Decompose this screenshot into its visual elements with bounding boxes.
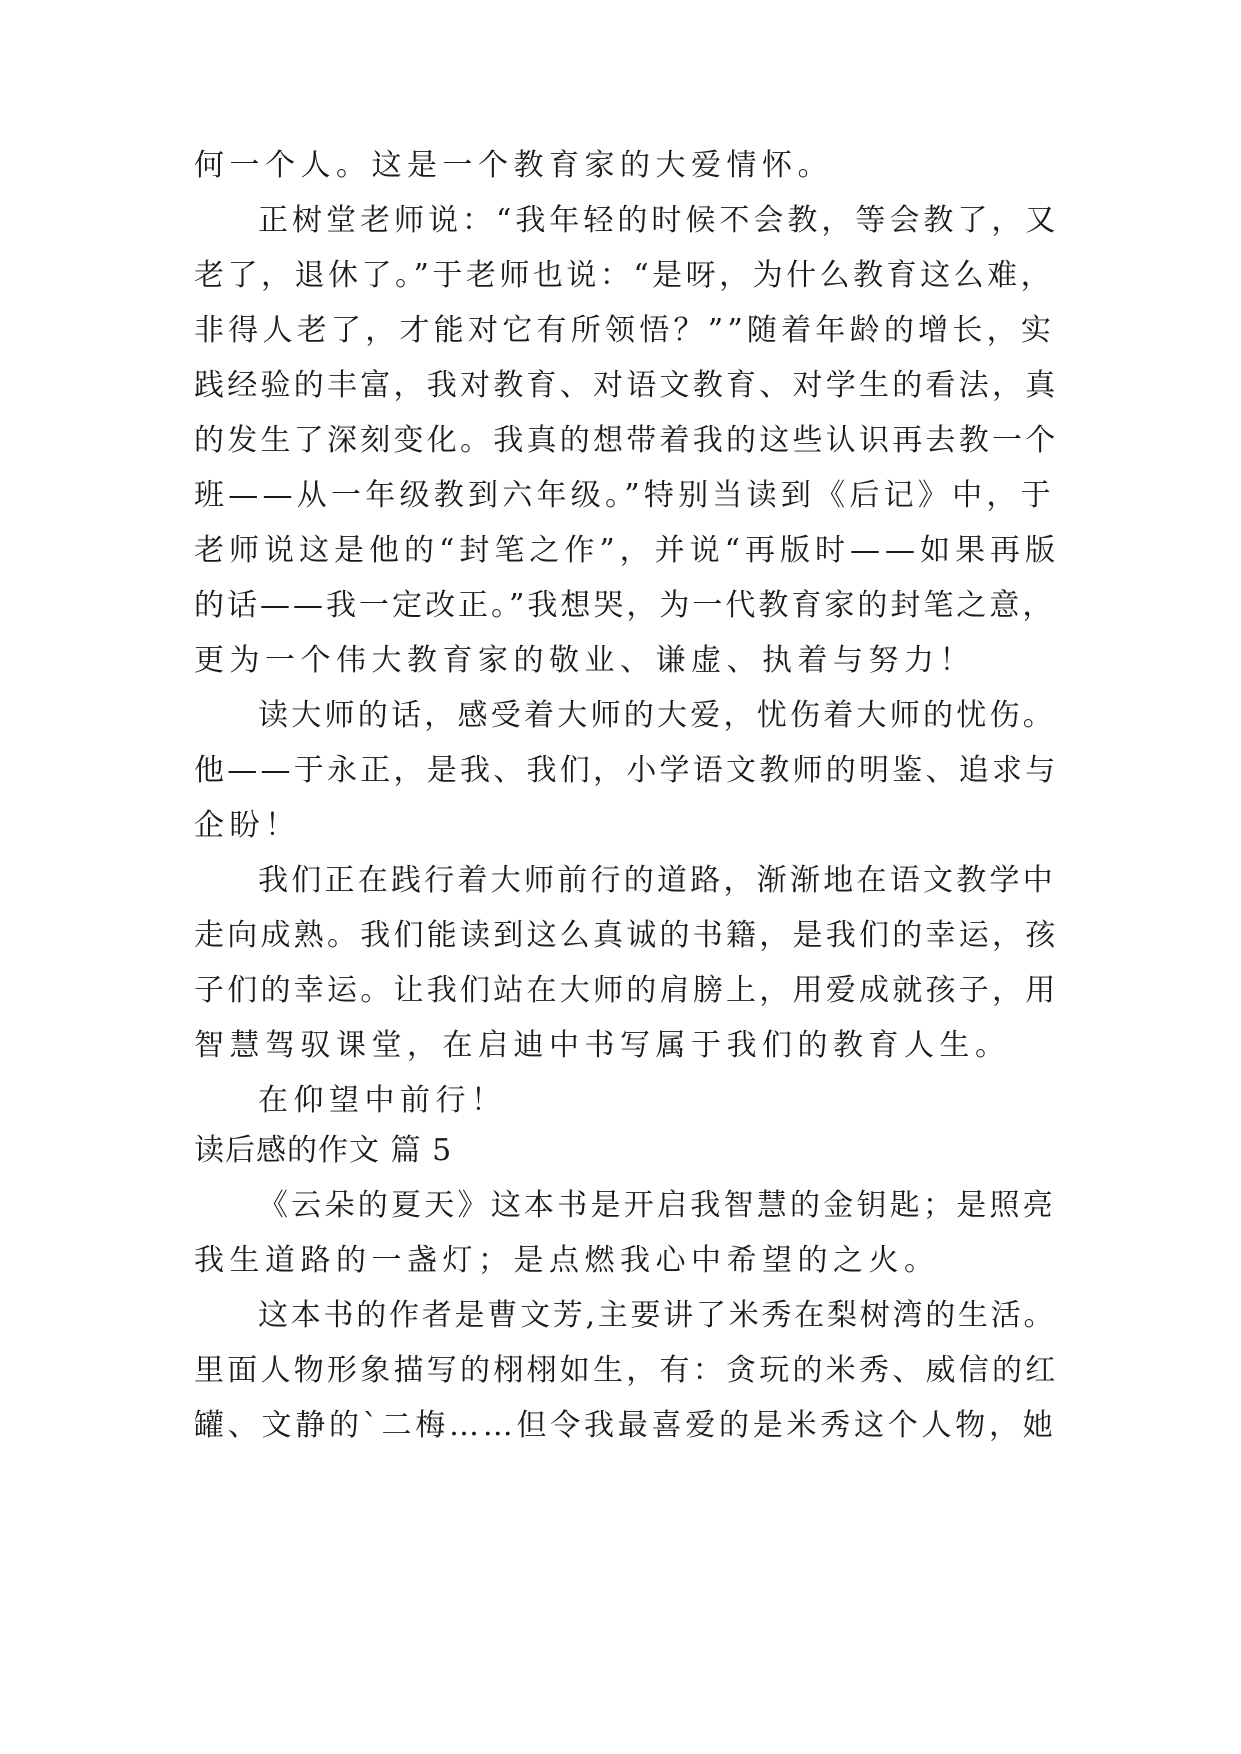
text-line: 的话——我一定改正。”我想哭，为一代教育家的封笔之意， xyxy=(194,588,1056,623)
text-line: 何一个人。这是一个教育家的大爱情怀。 xyxy=(194,148,833,183)
text-line: 罐、文静的`二梅……但令我最喜爱的是米秀这个人物，她 xyxy=(194,1408,1057,1443)
paragraph-start-line: 读大师的话，感受着大师的大爱，忧伤着大师的忧伤。 xyxy=(258,698,1056,733)
text-line: 子们的幸运。让我们站在大师的肩膀上，用爱成就孩子，用 xyxy=(194,973,1059,1008)
paragraph-start-line: 我们正在践行着大师前行的道路，渐渐地在语文教学中 xyxy=(258,863,1056,898)
text-line: 我生道路的一盏灯；是点燃我心中希望的之火。 xyxy=(194,1243,940,1278)
text-line: 老师说这是他的“封笔之作”，并说“再版时——如果再版 xyxy=(194,533,1061,568)
text-line: 非得人老了，才能对它有所领悟？””随着年龄的增长，实 xyxy=(194,313,1056,348)
text-line: 企盼！ xyxy=(194,808,301,843)
text-line: 里面人物形象描写的栩栩如生，有：贪玩的米秀、威信的红 xyxy=(194,1353,1059,1388)
text-line: 智慧驾驭课堂，在启迪中书写属于我们的教育人生。 xyxy=(194,1028,1011,1063)
text-line: 班——从一年级教到六年级。”特别当读到《后记》中，于 xyxy=(194,478,1055,513)
paragraph-start-line: 《云朵的夏天》这本书是开启我智慧的金钥匙；是照亮 xyxy=(258,1188,1056,1223)
text-line: 践经验的丰富，我对教育、对语文教育、对学生的看法，真 xyxy=(194,368,1059,403)
paragraph-start-line: 在仰望中前行！ xyxy=(258,1083,507,1118)
text-line: 的发生了深刻变化。我真的想带着我的这些认识再去教一个 xyxy=(194,423,1059,458)
paragraph-start-line: 正树堂老师说：“我年轻的时候不会教，等会教了，又 xyxy=(258,203,1060,238)
text-line: 老了，退休了。”于老师也说：“是呀，为什么教育这么难， xyxy=(194,258,1055,293)
text-line: 更为一个伟大教育家的敬业、谦虚、执着与努力！ xyxy=(194,643,975,678)
section-heading: 读后感的作文 篇 5 xyxy=(194,1133,453,1168)
paragraph-start-line: 这本书的作者是曹文芳,主要讲了米秀在梨树湾的生活。 xyxy=(258,1298,1057,1333)
text-line: 走向成熟。我们能读到这么真诚的书籍，是我们的幸运，孩 xyxy=(194,918,1059,953)
text-line: 他——于永正，是我、我们，小学语文教师的明鉴、追求与 xyxy=(194,753,1059,788)
